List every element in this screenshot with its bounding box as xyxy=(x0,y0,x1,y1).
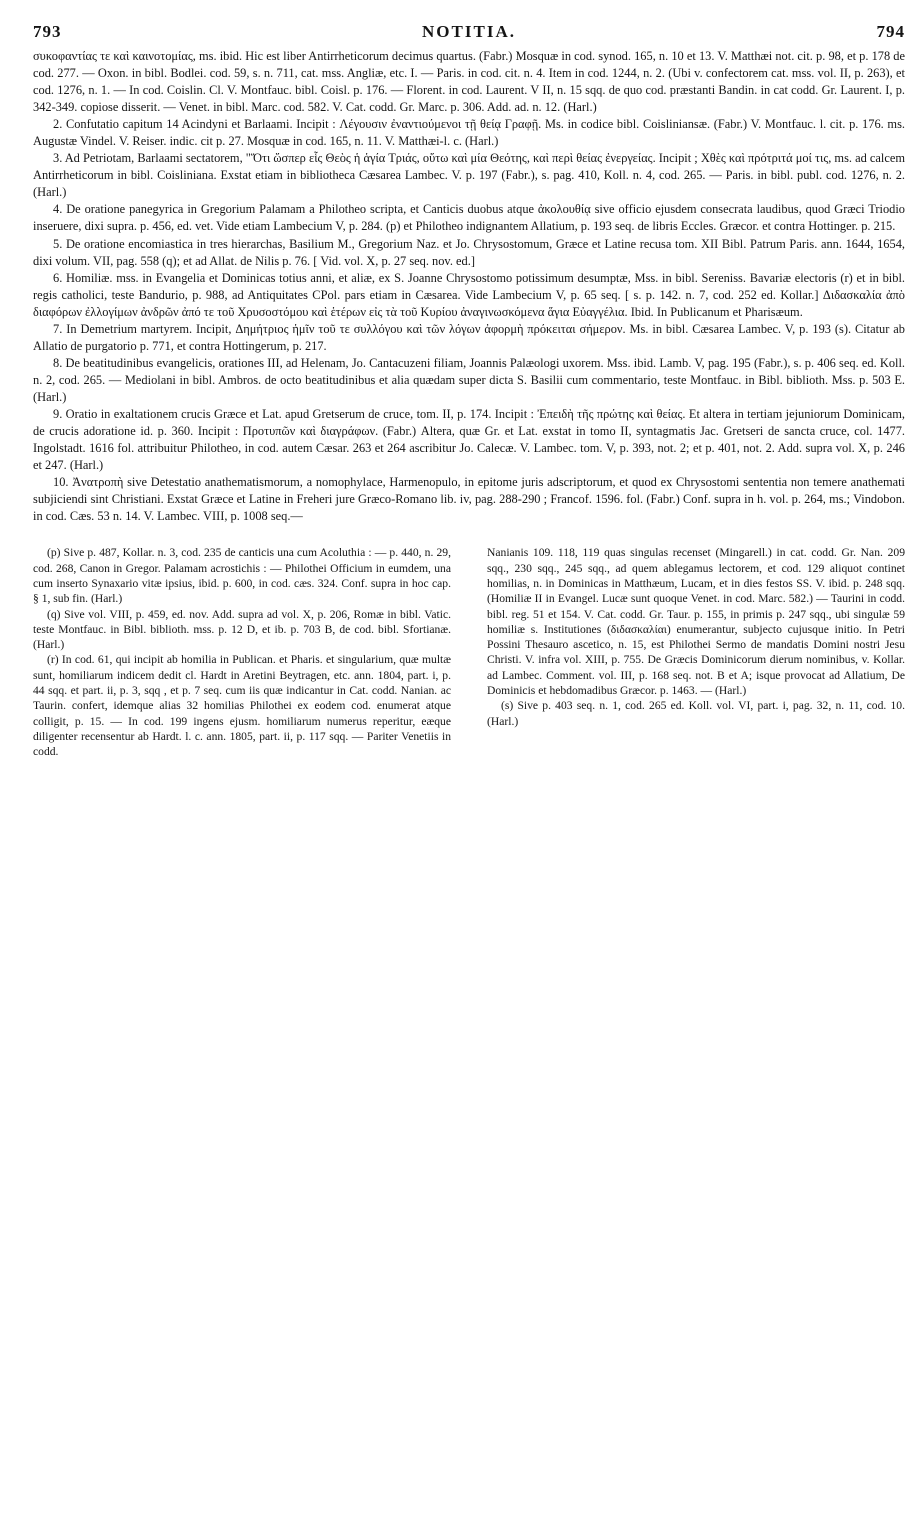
entry-8: 8. De beatitudinibus evangelicis, orationes III, ad Helenam, Jo. Cantacuzeni filiam, Joannis Palæologi uxorem. Mss. ibid. Lamb. V, pag. 195 (Fabr.), s. p. 406 seq. ed. Koll. n. 2, cod. 265. — Mediolani in bibl. Ambros. de octo beatitudinibus et alia quædam super dicta S. Basilii cum commentario, teste Montfauc. in Bibl. biblioth. Mss. p. 503 E. (Harl.) xyxy=(33,355,905,404)
footnote-separator xyxy=(33,525,905,545)
footnotes xyxy=(33,545,905,759)
entry-6: 6. Homiliæ. mss. in Evangelia et Dominicas totius anni, et aliæ, ex S. Joanne Chrysostomo potissimum desumptæ, Mss. in bibl. Sereniss. Bavariæ electoris (r) et in bibl. regis catholici, teste Bandurio, p. 988, ad Antiquitates CPol. pars etiam in Cæsarea. Vide Lambecium V, p. 65 seq. [ s. p. 142. n. 7, cod. 252 ed. Kollar.] Διδασκαλία ἀπὸ διαφόρων ἐλλογίμων ἀνδρῶν ἀπό τε τοῦ Χρυσοστόμου καὶ ἑτέρων εἰς τὰ τοῦ Κυρίου ἀναγινωσκόμενα ἅγια Εὐαγγέλια. Ibid. In Publicanum et Pharisæum. xyxy=(33,270,905,319)
entry-2: 2. Confutatio capitum 14 Acindyni et Barlaami. Incipit : Λέγουσιν ἐναντιούμενοι τῇ θείᾳ Γραφῇ. Ms. in codice bibl. Coisliniansæ. (Fabr.) V. Montfauc. l. cit. p. 176. ms. Augustæ Vindel. V. Reiser. indic. cit p. 27. Mosquæ in cod. 165, n. 11. V. Matthæi-l. c. (Harl.) xyxy=(33,117,905,149)
entry-10: 10. Ἀνατροπὴ sive Detestatio anathematismorum, a nomophylace, Harmenopulo, in epitome juris adscriptorum, et quod ex Chrysostomi sententia non temere anathemati subjiciendi sint Christiani. Exstat Græce et Latine in Freheri jure Græco-Romano lib. iv, pag. 288-290 ; Francof. 1596. fol. (Fabr.) Conf. supra in h. vol. p. 264, ms.; Vindobon. in cod. Cæs. 53 n. 14. V. Lambec. VIII, p. 1008 seq.— xyxy=(33,475,905,524)
footnote-p: (p) Sive p. 487, Kollar. n. 3, cod. 235 de canticis una cum Acoluthia : — p. 440, n. 29, cod. 268, Canon in Gregor. Palamam acrostichis : — Philothei Officium in eumdem, una cum inserto Synaxario vitæ ipsius, ibid. p. 600, in cod. cæs. 324. Conf. supra in hoc cap. § 1, sub fin. (Harl.) xyxy=(33,546,451,606)
running-header xyxy=(33,22,905,48)
footnote-s: (s) Sive p. 403 seq. n. 1, cod. 265 ed. Koll. vol. VI, part. i, pag. 32, n. 11, cod. 10. (Harl.) xyxy=(487,699,905,728)
entry-4: 4. De oratione panegyrica in Gregorium Palamam a Philotheo scripta, et Canticis duobus atque ἀκολουθίᾳ sive officio ejusdem consecrata laudibus, quod Græci Triodio inseruere, dixi supra. p. 456, ed. vet. Vide etiam Lambecium V, p. 284. (p) et Philotheo indignantem Allatium, p. 193 seq. de libris Eccles. Græcor. et contra Hottinger. p. 215. xyxy=(33,202,905,234)
footnote-q: (q) Sive vol. VIII, p. 459, ed. nov. Add. supra ad vol. X, p. 206, Romæ in bibl. Vatic. teste Montfauc. in Bibl. biblioth. mss. p. 12 D, et ib. p. 703 B, de cod. bibl. Sfortianæ. (Harl.) xyxy=(33,607,451,652)
document-page xyxy=(33,22,905,759)
continuation-paragraph: συκοφαντίας τε καὶ καινοτομίας, ms. ibid. Hic est liber Antirrheticorum decimus quartus. (Fabr.) Mosquæ in cod. synod. 165, n. 10 et 13. V. Matthæi not. cit. p. 98, et p. 178 de cod. 277. — Oxon. in bibl. Bodlei. cod. 59, s. n. 711, cat. mss. Angliæ, etc. I. — Paris. in cod. cit. n. 4. Item in cod. 1244, n. 2. (Ubi v. confectorem cat. mss. vol. II, p. 263), et cod. 1276, n. 1. — In cod. Coislin. Cl. V. Montfauc. bibl. Coisl. p. 176. — Florent. in cod. Laurent. V II, n. 15 sqq. de quo cod. præstanti Bandin. in cat codd. Gr. Laurent. I, p. 342-349. copiose disserit. — Venet. in bibl. Marc. cod. 582. V. Cat. codd. Gr. Marc. p. 306. Add. ad. n. 12. (Harl.) xyxy=(33,49,905,115)
page-number-right: 794 xyxy=(876,22,905,41)
entry-5: 5. De oratione encomiastica in tres hierarchas, Basilium M., Gregorium Naz. et Jo. Chrysostomum, Græce et Latine recusa tom. XII Bibl. Patrum Paris. ann. 1644, 1654, dixi volum. VII, pag. 558 (q); et ad Allat. de Nilis p. 76. [ Vid. vol. X, p. 27 seq. nov. ed.] xyxy=(33,236,905,268)
main-text xyxy=(33,48,905,525)
entry-9: 9. Oratio in exaltationem crucis Græce et Lat. apud Gretserum de cruce, tom. II, p. 174. Incipit : Ἐπειδὴ τῆς πρώτης καὶ θείας. Et altera in tertiam jejuniorum Dominicam, de crucis adoratione id. p. 360. Incipit : Προτυπῶν καὶ διαγράφων. (Fabr.) Altera, quæ Gr. et Lat. exstat in tomo II, syntagmatis Jac. Gretseri de sancta cruce, col. 1477. Ingolstadt. 1616 fol. attribuitur Philotheo, in cod. autem Cæsar. 263 et 264 ascribitur Jo. Calecæ. V. Lambec. tom. V, p. 393, not. 2; et p. 401, not. 2. Add. supra vol. X, p. 246 et 247. (Harl.) xyxy=(33,406,905,473)
entry-3: 3. Ad Petriotam, Barlaami sectatorem, "Ὅτι ὥσπερ εἷς Θεὸς ἡ ἁγία Τριάς, οὕτω καὶ μία Θεότης, καὶ περὶ θείας ἐνεργείας. Incipit ; Χθὲς καὶ πρότριτά μοί τις, ms. ad calcem Antirrheticorum in bibl. Coisliniana. Exstat etiam in bibliotheca Cæsarea Lambec. V. p. 197 (Fabr.), s. pag. 410, Koll. n. 4, cod. 265. — Paris. in bibl. publ. cod. 1276, n. 2. (Harl.) xyxy=(33,151,905,200)
running-title: NOTITIA. xyxy=(422,22,516,41)
footnote-column-left xyxy=(33,545,451,759)
footnote-column-right xyxy=(487,545,905,759)
page-number-left: 793 xyxy=(33,22,62,41)
footnote-r: (r) In cod. 61, qui incipit ab homilia in Publican. et Pharis. et singularium, quæ multæ sunt, homiliarum indicem dedit cl. Hardt in Aretini Beytragen, etc. ann. 1804, part. i, p. 44 sqq. et part. ii, p. 3, sqq , et p. 7 seq. cum iis quæ indicantur in Cat. codd. Nanian. ac Taurin. confert, idemque alias 32 homilias Philothei ex eodem cod. enumerat atque colligit, p. 15. — In cod. 199 ingens ejusm. homiliarum numerus reperitur, eæque diligenter recensentur ab Hardt. l. c. ann. 1805, part. ii, p. 117 sqq. — Pariter Venetiis in codd. xyxy=(33,653,451,759)
entry-7: 7. In Demetrium martyrem. Incipit, Δημήτριος ἡμῖν τοῦ τε συλλόγου καὶ τῶν λόγων ἀφορμὴ πρόκειται σήμερον. Ms. in bibl. Cæsarea Lambec. V, p. 193 (s). Citatur ab Allatio de purgatorio p. 771, et contra Hottingerum, p. 217. xyxy=(33,321,905,353)
footnote-r-continued: Nanianis 109. 118, 119 quas singulas recenset (Mingarell.) in cat. codd. Gr. Nan. 209 sqq., 230 sqq., 245 sqq., ad quem ablegamus lectorem, et cod. 129 aliquot continet homilias, n. in Dominicas in Matthæum, Lucam, et in dies festos SS. V. ibid. p. 248 sqq. (Homiliæ II in Evangel. Lucæ sunt quoque Venet. in cod. Marc. 582.) — Taurini in codd. bibl. reg. 51 et 154. V. Cat. codd. Gr. Taur. p. 155, in primis p. 247 sqq., ubi singulæ 59 homiliæ s. Institutiones (διδασκαλίαι) enumerantur, subjecto cujusque initio. In Petri Possini Thesauro ascetico, n. 15, est Philothei Sermo de mandatis Domini nostri Jesu Christi. V. infra vol. XIII, p. 755. De Græcis Dominicorum dierum nominibus, v. Kollar. ad Lambec. Comment. vol. III, p. 168 seq. not. B et A; isque provocat ad Allatium, De Dominicis et hebdomadibus Græcor. p. 1463. — (Harl.) xyxy=(487,546,905,697)
